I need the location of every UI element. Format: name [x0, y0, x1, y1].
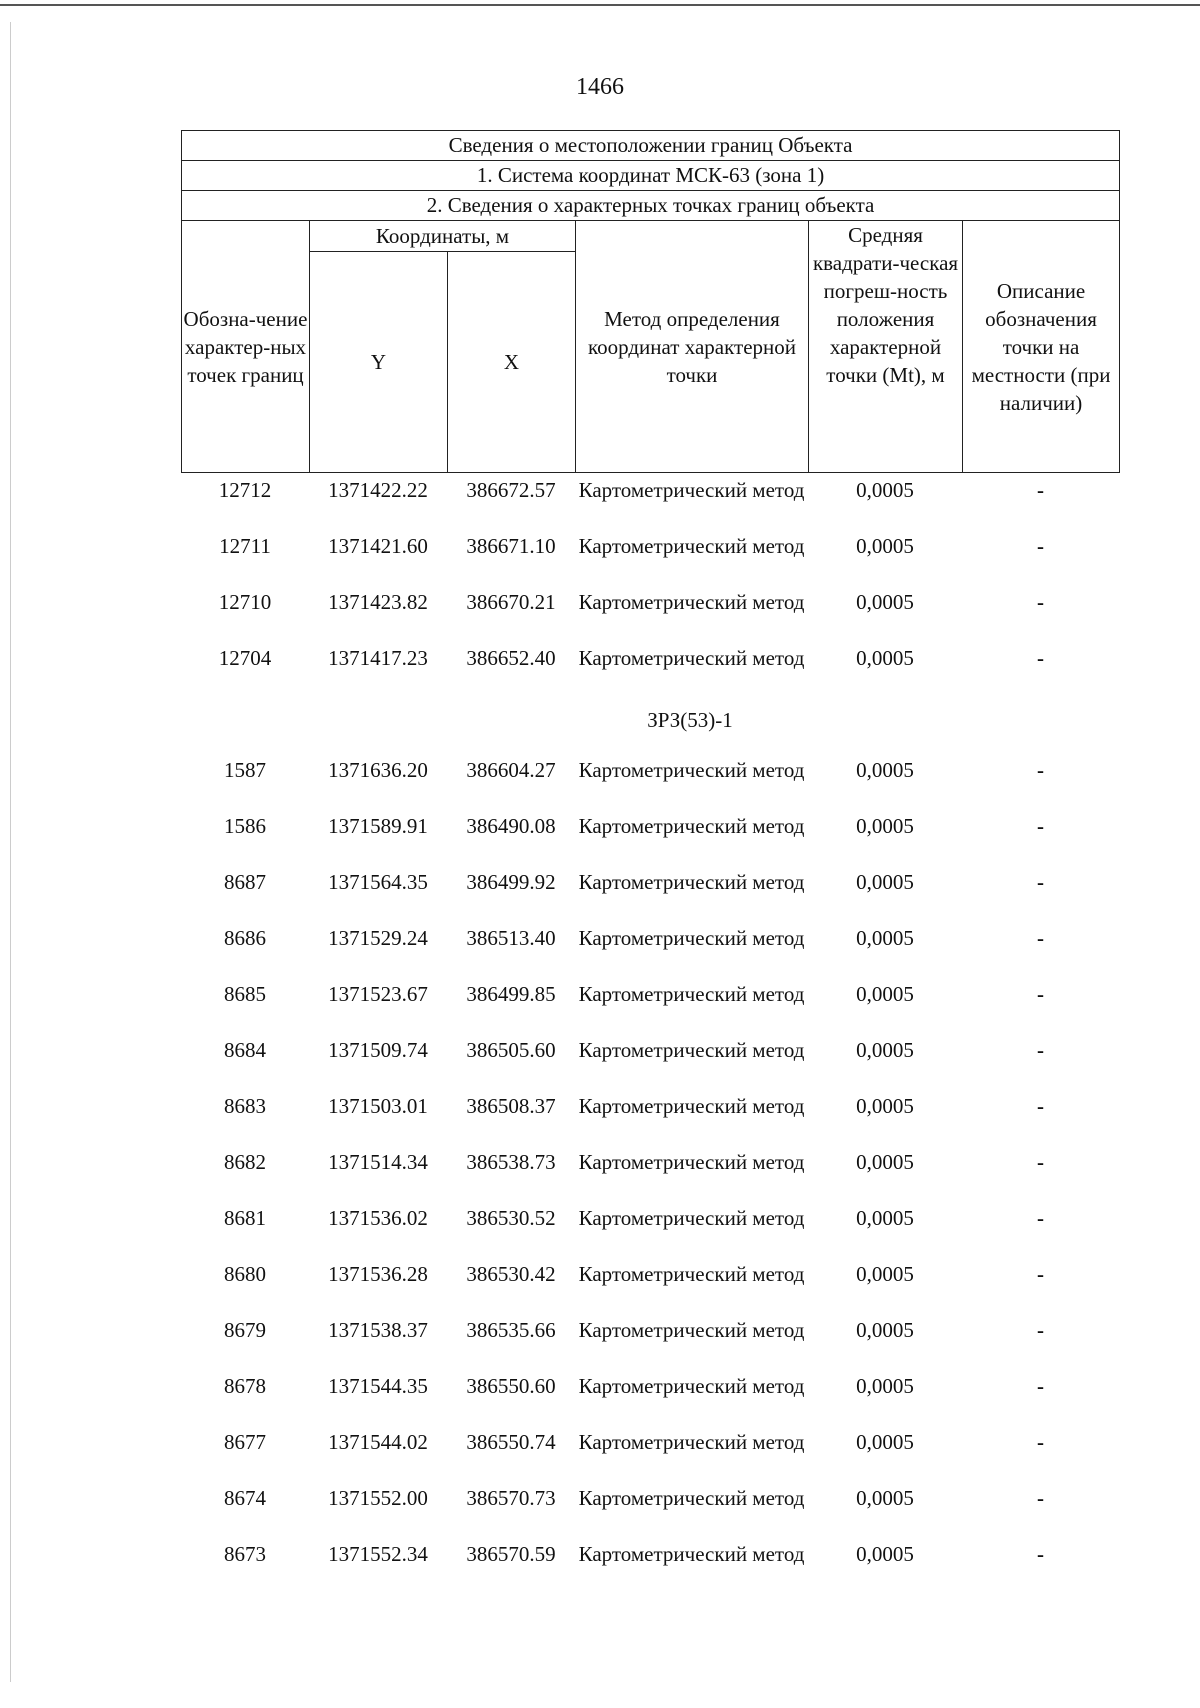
- description: -: [1037, 758, 1044, 782]
- coord-x: 386550.74: [466, 1430, 556, 1454]
- description: -: [1037, 926, 1044, 950]
- method: Картометрический метод: [578, 1038, 805, 1062]
- description: -: [1037, 1094, 1044, 1118]
- table-row: [181, 980, 1119, 1036]
- point-id: 8684: [224, 1038, 266, 1062]
- table-row: [181, 476, 1119, 532]
- coord-x: 386652.40: [466, 646, 556, 670]
- top-rule: [0, 4, 1200, 6]
- coord-x: 386508.37: [466, 1094, 556, 1118]
- method: Картометрический метод: [578, 758, 805, 782]
- col-header-y: Y: [310, 252, 448, 473]
- description: -: [1037, 646, 1044, 670]
- data-rows: [181, 476, 1119, 1596]
- coord-x: 386513.40: [466, 926, 556, 950]
- description: -: [1037, 1150, 1044, 1174]
- point-id: 12712: [218, 478, 272, 502]
- method: Картометрический метод: [578, 1150, 805, 1174]
- description: -: [1037, 814, 1044, 838]
- point-id: 8687: [224, 870, 266, 894]
- description: -: [1037, 590, 1044, 614]
- error: 0,0005: [856, 1206, 914, 1230]
- table-row: [181, 924, 1119, 980]
- coord-x: 386670.21: [466, 590, 556, 614]
- description: -: [1037, 478, 1044, 502]
- description: -: [1037, 982, 1044, 1006]
- method: Картометрический метод: [578, 534, 805, 558]
- error: 0,0005: [856, 814, 914, 838]
- point-id: 8680: [224, 1262, 266, 1286]
- coord-x: 386535.66: [466, 1318, 556, 1342]
- error: 0,0005: [856, 1318, 914, 1342]
- table-row: [181, 1092, 1119, 1148]
- error: 0,0005: [856, 982, 914, 1006]
- method: Картометрический метод: [578, 1318, 805, 1342]
- point-id: 8686: [224, 926, 266, 950]
- description: -: [1037, 1262, 1044, 1286]
- description: -: [1037, 870, 1044, 894]
- coord-x: 386530.52: [466, 1206, 556, 1230]
- method: Картометрический метод: [578, 1262, 805, 1286]
- point-id: 8685: [224, 982, 266, 1006]
- coord-y: 1371536.02: [328, 1206, 428, 1230]
- coord-x: 386538.73: [466, 1150, 556, 1174]
- coord-y: 1371509.74: [328, 1038, 428, 1062]
- table-row: [181, 1148, 1119, 1204]
- point-id: 8678: [224, 1374, 266, 1398]
- description: -: [1037, 1430, 1044, 1454]
- coord-x: 386604.27: [466, 758, 556, 782]
- error: 0,0005: [856, 478, 914, 502]
- description: -: [1037, 1206, 1044, 1230]
- coord-x: 386570.59: [466, 1542, 556, 1566]
- coord-y: 1371421.60: [328, 534, 428, 558]
- error: 0,0005: [856, 1542, 914, 1566]
- error: 0,0005: [856, 758, 914, 782]
- point-id: 8673: [224, 1542, 266, 1566]
- section-label: ЗРЗ(53)-1: [647, 708, 733, 732]
- error: 0,0005: [856, 1038, 914, 1062]
- description: -: [1037, 1542, 1044, 1566]
- point-id: 12711: [219, 534, 271, 558]
- point-id: 12710: [218, 590, 272, 614]
- header-title: Сведения о местоположении границ Объекта: [182, 131, 1120, 161]
- error: 0,0005: [856, 534, 914, 558]
- table-row: [181, 1204, 1119, 1260]
- error: 0,0005: [856, 1430, 914, 1454]
- table-row: [181, 812, 1119, 868]
- method: Картометрический метод: [578, 1542, 805, 1566]
- error: 0,0005: [856, 646, 914, 670]
- col-header-error: Средняя квадрати-ческая погреш-ность положения характерной точки (Mt), м: [809, 221, 963, 473]
- error: 0,0005: [856, 926, 914, 950]
- coord-x: 386672.57: [466, 478, 556, 502]
- header-coord-system: 1. Система координат МСК-63 (зона 1): [182, 161, 1120, 191]
- method: Картометрический метод: [578, 1430, 805, 1454]
- left-rule: [10, 22, 11, 1682]
- table-row: [181, 1428, 1119, 1484]
- method: Картометрический метод: [578, 590, 805, 614]
- table-row: [181, 1484, 1119, 1540]
- error: 0,0005: [856, 1486, 914, 1510]
- coord-x: 386499.85: [466, 982, 556, 1006]
- method: Картометрический метод: [578, 1094, 805, 1118]
- col-header-x: X: [448, 252, 576, 473]
- table-row: [181, 868, 1119, 924]
- coord-y: 1371417.23: [328, 646, 428, 670]
- error: 0,0005: [856, 1150, 914, 1174]
- description: -: [1037, 1374, 1044, 1398]
- table-row: [181, 1316, 1119, 1372]
- table-row: [181, 588, 1119, 644]
- header-table: [181, 130, 1120, 473]
- error: 0,0005: [856, 1262, 914, 1286]
- table-row: [181, 1372, 1119, 1428]
- col-header-coords: Координаты, м: [310, 221, 576, 252]
- point-id: 8681: [224, 1206, 266, 1230]
- method: Картометрический метод: [578, 814, 805, 838]
- header-points-title: 2. Сведения о характерных точках границ объекта: [182, 191, 1120, 221]
- coord-y: 1371564.35: [328, 870, 428, 894]
- point-id: 8683: [224, 1094, 266, 1118]
- table-row: [181, 1036, 1119, 1092]
- method: Картометрический метод: [578, 1374, 805, 1398]
- page-number: 1466: [576, 74, 624, 100]
- table-row: [181, 756, 1119, 812]
- coord-y: 1371529.24: [328, 926, 428, 950]
- method: Картометрический метод: [578, 478, 805, 502]
- method: Картометрический метод: [578, 1486, 805, 1510]
- col-header-method: Метод определения координат характерной точки: [576, 221, 809, 473]
- table-row: [181, 1540, 1119, 1596]
- method: Картометрический метод: [578, 982, 805, 1006]
- description: -: [1037, 1038, 1044, 1062]
- coord-x: 386550.60: [466, 1374, 556, 1398]
- point-id: 8679: [224, 1318, 266, 1342]
- method: Картометрический метод: [578, 870, 805, 894]
- coord-x: 386671.10: [466, 534, 556, 558]
- coord-x: 386505.60: [466, 1038, 556, 1062]
- coord-x: 386490.08: [466, 814, 556, 838]
- error: 0,0005: [856, 870, 914, 894]
- coord-y: 1371552.00: [328, 1486, 428, 1510]
- error: 0,0005: [856, 1374, 914, 1398]
- point-id: 1586: [224, 814, 266, 838]
- coord-x: 386570.73: [466, 1486, 556, 1510]
- point-id: 8677: [224, 1430, 266, 1454]
- error: 0,0005: [856, 1094, 914, 1118]
- col-header-desc: Описание обозначения точки на местности (при наличии): [963, 221, 1120, 473]
- coord-x: 386499.92: [466, 870, 556, 894]
- description: -: [1037, 1486, 1044, 1510]
- method: Картометрический метод: [578, 1206, 805, 1230]
- coord-y: 1371552.34: [328, 1542, 428, 1566]
- point-id: 8674: [224, 1486, 266, 1510]
- error: 0,0005: [856, 590, 914, 614]
- description: -: [1037, 1318, 1044, 1342]
- table-row: [181, 1260, 1119, 1316]
- table-row: [181, 532, 1119, 588]
- col-header-id: Обозна-чение характер-ных точек границ: [182, 221, 310, 473]
- coord-y: 1371503.01: [328, 1094, 428, 1118]
- coord-y: 1371544.02: [328, 1430, 428, 1454]
- method: Картометрический метод: [578, 646, 805, 670]
- coord-y: 1371423.82: [328, 590, 428, 614]
- coord-y: 1371544.35: [328, 1374, 428, 1398]
- coord-y: 1371514.34: [328, 1150, 428, 1174]
- point-id: 12704: [218, 646, 272, 670]
- coord-y: 1371422.22: [328, 478, 428, 502]
- coord-y: 1371636.20: [328, 758, 428, 782]
- table-row: [181, 644, 1119, 700]
- description: -: [1037, 534, 1044, 558]
- coord-y: 1371523.67: [328, 982, 428, 1006]
- coord-x: 386530.42: [466, 1262, 556, 1286]
- point-id: 1587: [224, 758, 266, 782]
- coord-y: 1371589.91: [328, 814, 428, 838]
- method: Картометрический метод: [578, 926, 805, 950]
- point-id: 8682: [224, 1150, 266, 1174]
- coord-y: 1371538.37: [328, 1318, 428, 1342]
- coord-y: 1371536.28: [328, 1262, 428, 1286]
